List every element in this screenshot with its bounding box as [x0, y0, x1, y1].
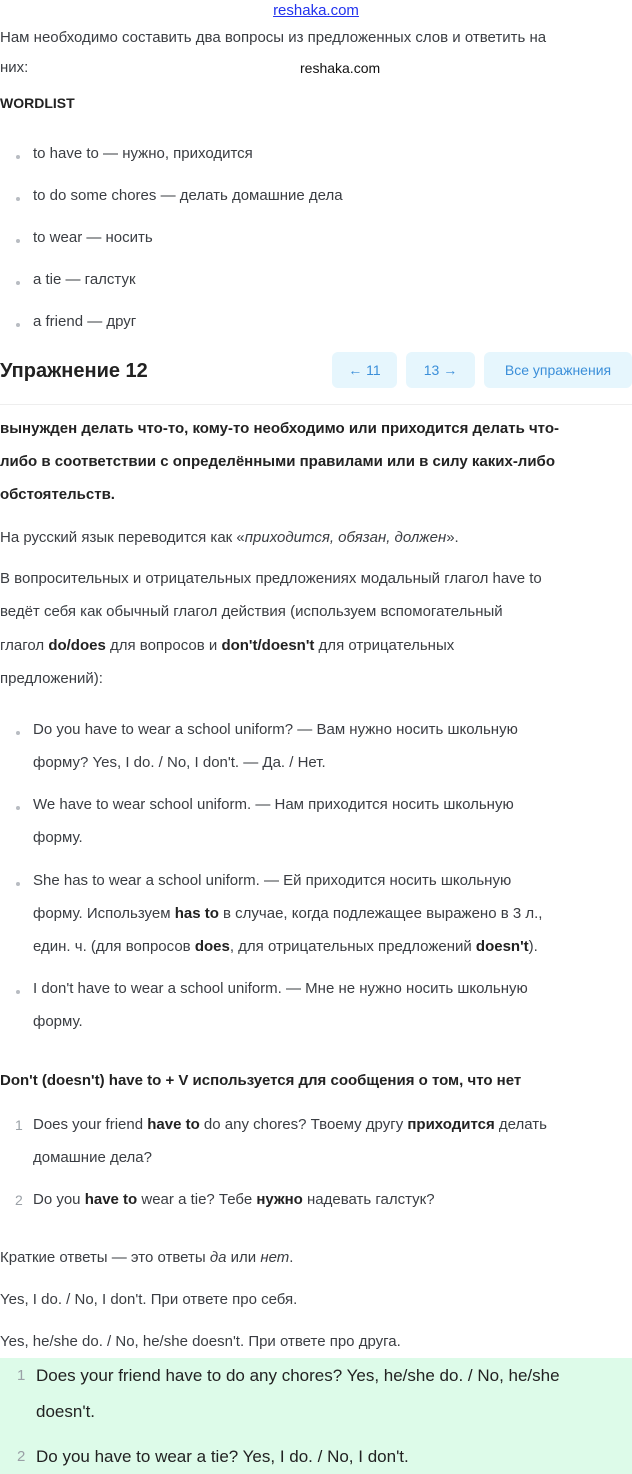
questions-text: ведёт себя как обычный глагол действия (используем вспомогательный	[0, 603, 503, 620]
example-item: форму? Yes, I do. / No, I don't. — Да. / Нет.	[33, 754, 326, 771]
prev-exercise-button[interactable]: ← 11	[332, 352, 397, 388]
example-item: форму.	[33, 1013, 83, 1030]
example-item: форму.	[33, 829, 83, 846]
item-number: 1	[15, 1117, 23, 1133]
example-item: We have to wear school uniform. — Нам приходится носить школьную	[33, 796, 514, 813]
friend-answer-text: Yes, he/she do. / No, he/she doesn't. При ответе про друга.	[0, 1333, 401, 1350]
watermark: reshaka.com	[300, 60, 381, 76]
item-number: 2	[17, 1448, 26, 1465]
answer-item: Do you have to wear a tie? Yes, I do. / No, I don't.	[36, 1447, 409, 1466]
example-item: I don't have to wear a school uniform. — Мне не нужно носить школьную	[33, 980, 528, 997]
bullet-icon	[16, 239, 20, 243]
list-item: a friend — друг	[33, 313, 137, 330]
answer-item: doesn't.	[36, 1402, 96, 1421]
bullet-icon	[16, 281, 20, 285]
exercise-title: Упражнение 12	[0, 360, 148, 382]
rule-text: вынужден делать что-то, кому-то необходимо или приходится делать что-	[0, 420, 559, 437]
answer-item: Does your friend have to do any chores? Yes, he/she do. / No, he/she	[36, 1366, 560, 1385]
list-item: to have to — нужно, приходится	[33, 145, 253, 162]
dont-rule-text: Don't (doesn't) have to + V используется для сообщения о том, что нет	[0, 1072, 522, 1089]
questions-text: глагол do/does для вопросов и don't/doesn't для отрицательных	[0, 637, 455, 654]
bullet-icon	[16, 806, 20, 810]
numbered-item: домашние дела?	[33, 1149, 152, 1166]
self-answer-text: Yes, I do. / No, I don't. При ответе про себя.	[0, 1291, 298, 1308]
all-exercises-button[interactable]: Все упражнения	[484, 352, 632, 388]
bullet-icon	[16, 323, 20, 327]
questions-text: В вопросительных и отрицательных предложениях модальный глагол have to	[0, 570, 542, 587]
next-exercise-button[interactable]: 13 →	[406, 352, 475, 388]
list-item: to wear — носить	[33, 229, 153, 246]
list-item: to do some chores — делать домашние дела	[33, 187, 343, 204]
item-number: 1	[17, 1367, 26, 1384]
example-item: форму. Используем has to в случае, когда подлежащее выражено в 3 л.,	[33, 905, 543, 922]
bullet-icon	[16, 197, 20, 201]
bullet-icon	[16, 731, 20, 735]
wordlist-title: WORDLIST	[0, 95, 75, 111]
site-link[interactable]: reshaka.com	[273, 2, 359, 19]
numbered-item: Does your friend have to do any chores? Твоему другу приходится делать	[33, 1116, 547, 1133]
intro-text: Нам необходимо составить два вопросы из предложенных слов и ответить на	[0, 29, 547, 46]
divider	[0, 404, 632, 405]
rule-text: обстоятельств.	[0, 486, 115, 503]
example-item: Do you have to wear a school uniform? — Вам нужно носить школьную	[33, 721, 518, 738]
example-item: един. ч. (для вопросов does, для отрицательных предложений doesn't).	[33, 938, 538, 955]
bullet-icon	[16, 882, 20, 886]
questions-text: предложений):	[0, 670, 103, 687]
intro-text: них:	[0, 59, 29, 76]
numbered-item: Do you have to wear a tie? Тебе нужно надевать галстук?	[33, 1191, 435, 1208]
list-item: a tie — галстук	[33, 271, 136, 288]
example-item: She has to wear a school uniform. — Ей приходится носить школьную	[33, 872, 512, 889]
bullet-icon	[16, 155, 20, 159]
bullet-icon	[16, 990, 20, 994]
item-number: 2	[15, 1192, 23, 1208]
short-answers-text: Краткие ответы — это ответы да или нет.	[0, 1249, 294, 1266]
translation-text: На русский язык переводится как «приходится, обязан, должен».	[0, 529, 459, 546]
rule-text: либо в соответствии с определёнными правилами или в силу каких-либо	[0, 453, 555, 470]
